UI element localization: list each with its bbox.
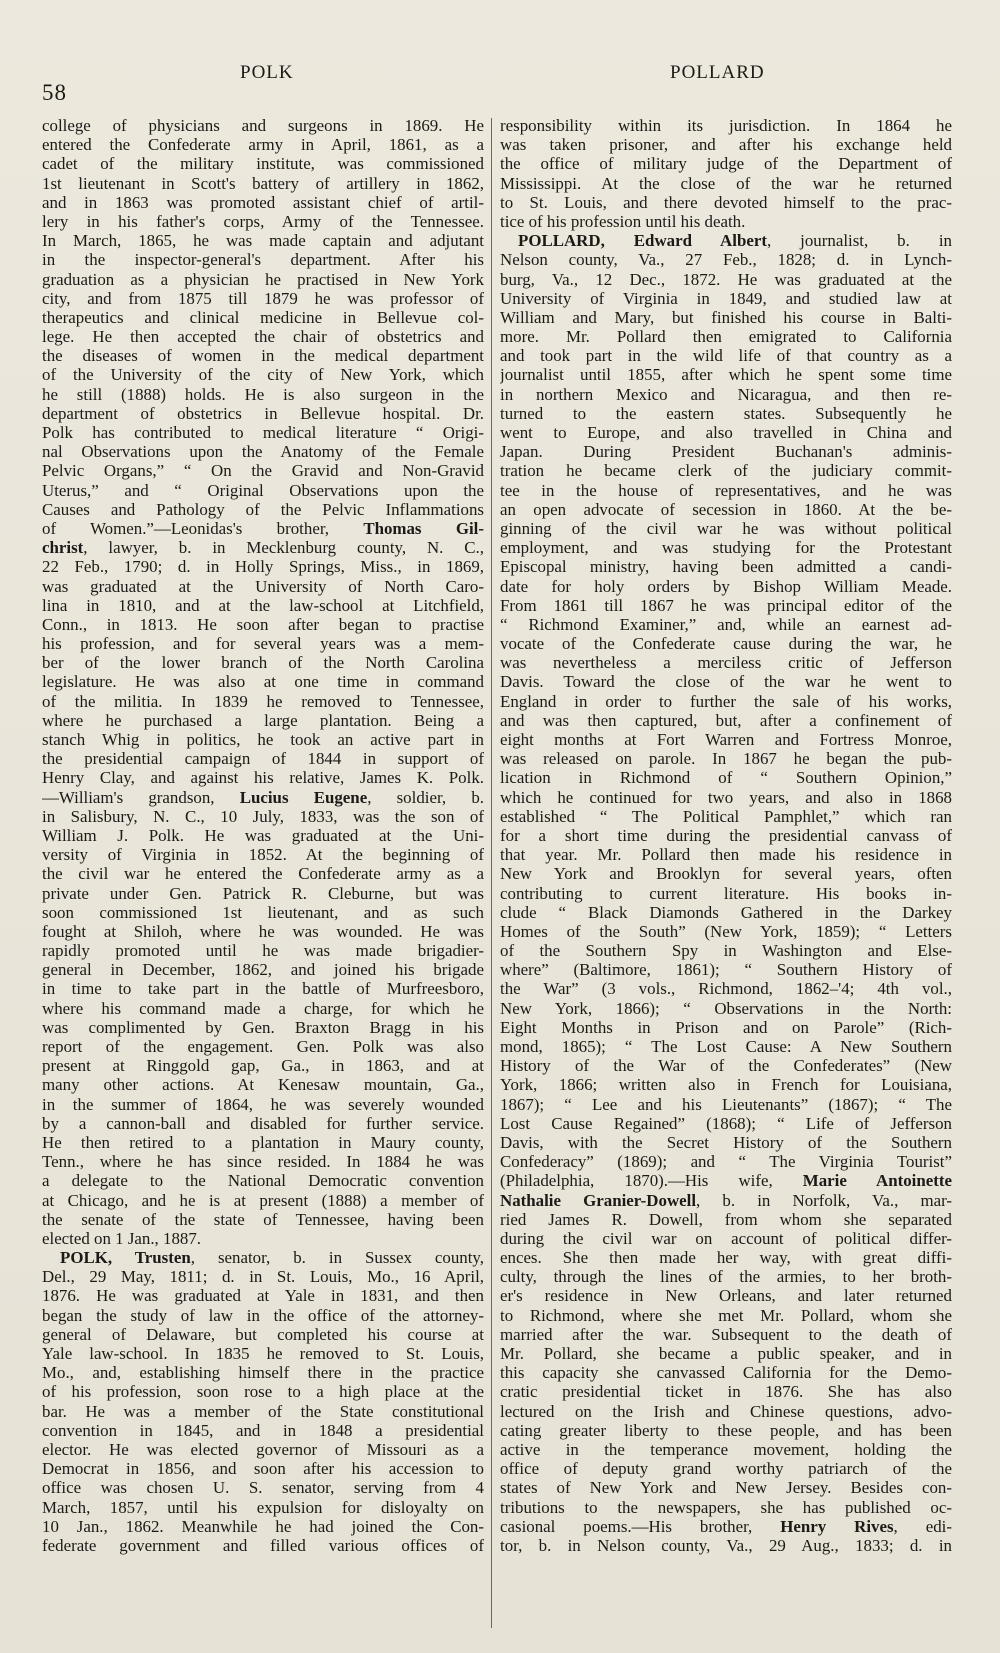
text-line: was released on parole. In 1867 he began the pub- — [500, 749, 952, 769]
text-line: he still (1888) holds. He is also surgeon in the — [42, 384, 484, 404]
running-head-left: POLK — [240, 62, 294, 83]
text-line: to Richmond, where she met Mr. Pollard, whom she — [500, 1305, 952, 1325]
text-line: more. Mr. Pollard then emigrated to California — [500, 327, 952, 347]
column-divider — [491, 118, 492, 1628]
text-line: Mississippi. At the close of the war he returned — [500, 173, 952, 193]
text-line: (Philadelphia, 1870).—His wife, Marie Antoinette — [500, 1171, 952, 1191]
text-line: Lost Cause Regained” (1868); “ Life of Jefferson — [500, 1113, 952, 1133]
text-line: office was chosen U. S. senator, serving from 4 — [42, 1478, 484, 1498]
text-line: 1st lieutenant in Scott's battery of artillery in 1862, — [42, 173, 484, 193]
text-line: Polk has contributed to medical literature “ Origi- — [42, 423, 484, 442]
text-line: Eight Months in Prison and on Parole” (Rich- — [500, 1017, 952, 1037]
text-line: New York, 1866); “ Observations in the North: — [500, 998, 952, 1018]
text-line: lery in his father's corps, Army of the Tennessee. — [42, 211, 484, 231]
text-line: Yale law-school. In 1835 he removed to St. Louis, — [42, 1344, 484, 1363]
text-line: POLLARD, Edward Albert, journalist, b. in — [518, 231, 952, 251]
text-line: 22 Feb., 1790; d. in Holly Springs, Miss., in 1869, — [42, 557, 484, 577]
text-line: established “ The Political Pamphlet,” which ran — [500, 806, 952, 826]
text-line: graduation as a physician he practised in New York — [42, 269, 484, 289]
text-line: ber of the lower branch of the North Carolina — [42, 653, 484, 673]
text-line: stanch Whig in politics, he took an active part in — [42, 730, 484, 749]
text-line: Japan. During President Buchanan's adminis- — [500, 442, 952, 462]
text-line: culty, through the lines of the armies, to her broth- — [500, 1267, 952, 1287]
text-line: eight months at Fort Warren and Fortress Monroe, — [500, 730, 952, 749]
text-line: cating greater liberty to these people, and has been — [500, 1420, 952, 1440]
text-line: Davis, with the Secret History of the Southern — [500, 1132, 952, 1152]
text-line: many other actions. At Kenesaw mountain, Ga., — [42, 1075, 484, 1095]
entry-name: Nathalie Granier-Dowell — [500, 1190, 697, 1210]
text-line: Mr. Pollard, she became a public speaker, and in — [500, 1344, 952, 1363]
right-column — [500, 116, 952, 1631]
text-line: and in 1863 was promoted assistant chief of artil- — [42, 192, 484, 212]
text-line: and took part in the wild life of that country as a — [500, 346, 952, 366]
text-line: bar. He was a member of the State constitutional — [42, 1401, 484, 1421]
text-line: began the study of law in the office of the attorney- — [42, 1305, 484, 1325]
text-line: that year. Mr. Pollard then made his residence in — [500, 845, 952, 865]
text-line: active in the temperance movement, holding the — [500, 1439, 952, 1459]
text-line: legislature. He was also at one time in command — [42, 672, 484, 692]
text-line: christ, lawyer, b. in Mecklenburg county, N. C., — [42, 538, 484, 558]
text-line: was graduated at the University of North Caro- — [42, 576, 484, 596]
text-line: his profession, and for several years was a mem- — [42, 634, 484, 654]
text-line: employment, and was studying for the Protestant — [500, 538, 952, 558]
text-line: History of the War of the Confederates” (New — [500, 1056, 952, 1076]
text-line: Pelvic Organs,” “ On the Gravid and Non-Gravid — [42, 461, 484, 481]
text-line: report of the engagement. Gen. Polk was also — [42, 1037, 484, 1056]
text-line: date for holy orders by Bishop William Meade. — [500, 576, 952, 596]
text-line: cratic presidential ticket in 1876. She has also — [500, 1382, 952, 1402]
text-line: during the civil war on account of political differ- — [500, 1228, 952, 1248]
text-line: of the University of the city of New York, which — [42, 365, 484, 385]
text-line: general in December, 1862, and joined his brigade — [42, 960, 484, 980]
text-line: present at Ringgold gap, Ga., in 1863, and at — [42, 1056, 484, 1076]
text-line: Nelson county, Va., 27 Feb., 1828; d. in Lynch- — [500, 250, 952, 270]
text-line: was taken prisoner, and after his exchange held — [500, 135, 952, 155]
text-line: for a short time during the presidential canvass of — [500, 825, 952, 845]
text-line: states of New York and New Jersey. Besides con- — [500, 1478, 952, 1498]
text-line: William J. Polk. He was graduated at the Uni- — [42, 825, 484, 845]
text-line: lectured on the Irish and Chinese questions, advo- — [500, 1401, 952, 1421]
left-column — [42, 116, 484, 1631]
text-line: Conn., in 1813. He soon after began to practise — [42, 614, 484, 634]
text-line: turned to the eastern states. Subsequently he — [500, 403, 952, 423]
entry-name: christ — [42, 538, 84, 558]
text-line: at Chicago, and he is at present (1888) a member of — [42, 1190, 484, 1210]
text-line: versity of Virginia in 1852. At the beginning of — [42, 845, 484, 865]
text-line: ginning of the civil war he was without political — [500, 518, 952, 538]
text-line: lina in 1810, and at the law-school at Litchfield, — [42, 595, 484, 615]
text-line: the presidential campaign of 1844 in support of — [42, 749, 484, 769]
text-line: Causes and Pathology of the Pelvic Inflammations — [42, 499, 484, 519]
text-line: tributions to the newspapers, she has published oc- — [500, 1497, 952, 1517]
text-line: of the Southern Spy in Washington and Else- — [500, 941, 952, 961]
running-head-right: POLLARD — [670, 62, 765, 83]
text-line: in northern Mexico and Nicaragua, and then re- — [500, 384, 952, 404]
text-line: Uterus,” and “ Original Observations upon the — [42, 480, 484, 500]
entry-name: POLK, Trusten — [60, 1248, 191, 1268]
entry-name: Marie Antoinette — [802, 1171, 952, 1191]
text-line: burg, Va., 12 Dec., 1872. He was graduated at the — [500, 269, 952, 289]
text-line: Del., 29 May, 1811; d. in St. Louis, Mo., 16 April, — [42, 1267, 484, 1287]
text-line: York, 1866; written also in French for Louisiana, — [500, 1075, 952, 1095]
text-line: lege. He then accepted the chair of obstetrics and — [42, 327, 484, 347]
text-line: tee in the house of representatives, and he was — [500, 480, 952, 500]
text-line: entered the Confederate army in April, 1861, as a — [42, 135, 484, 155]
text-line: Democrat in 1856, and soon after his accession to — [42, 1459, 484, 1479]
text-line: 10 Jan., 1862. Meanwhile he had joined the Con- — [42, 1516, 484, 1536]
text-line: city, and from 1875 till 1879 he was professor of — [42, 288, 484, 308]
text-line: Nathalie Granier-Dowell, b. in Norfolk, Va., mar- — [500, 1190, 952, 1210]
text-line: 1876. He was graduated at Yale in 1831, and then — [42, 1286, 484, 1306]
text-line: ences. She then made her way, with great diffi- — [500, 1248, 952, 1268]
text-line: to St. Louis, and there devoted himself to the prac- — [500, 192, 952, 212]
text-line: tice of his profession until his death. — [500, 211, 746, 231]
text-line: responsibility within its jurisdiction. In 1864 he — [500, 116, 952, 135]
text-line: “ Richmond Examiner,” and, while an earnest ad- — [500, 614, 952, 634]
text-line: elector. He was elected governor of Missouri as a — [42, 1439, 484, 1459]
text-line: contributing to current literature. His books in- — [500, 883, 952, 903]
text-line: journalist until 1855, after which he spent some time — [500, 365, 952, 385]
text-line: rapidly promoted until he was made brigadier- — [42, 941, 484, 961]
entry-name: Henry Rives — [780, 1516, 894, 1536]
text-line: vocate of the Confederate cause during the war, he — [500, 634, 952, 654]
text-line: and was then captured, but, after a confinement of — [500, 710, 952, 730]
page-number: 58 — [42, 80, 67, 105]
text-line: New York and Brooklyn for several years, often — [500, 864, 952, 884]
text-line: of Women.”—Leonidas's brother, Thomas Gil- — [42, 518, 484, 538]
text-line: the senate of the state of Tennessee, having been — [42, 1209, 484, 1229]
text-line: March, 1857, until his expulsion for disloyalty on — [42, 1497, 484, 1517]
text-line: of the militia. In 1839 he removed to Tennessee, — [42, 691, 484, 711]
text-line: the civil war he entered the Confederate army as a — [42, 864, 484, 884]
text-line: married after the war. Subsequent to the death of — [500, 1324, 952, 1344]
text-line: in time to take part in the battle of Murfreesboro, — [42, 979, 484, 999]
text-line: was complimented by Gen. Braxton Bragg in his — [42, 1017, 484, 1037]
text-line: in Salisbury, N. C., 10 July, 1833, was the son of — [42, 806, 484, 826]
text-line: clude “ Black Diamonds Gathered in the Darkey — [500, 902, 952, 922]
text-line: the diseases of women in the medical department — [42, 346, 484, 366]
entry-name: Lucius Eugene — [239, 787, 368, 807]
text-line: casional poems.—His brother, Henry Rives, edi- — [500, 1516, 952, 1536]
text-line: was nevertheless a merciless critic of Jefferson — [500, 653, 952, 673]
text-line: by a cannon-ball and disabled for further service. — [42, 1113, 484, 1133]
text-line: POLK, Trusten, senator, b. in Sussex county, — [60, 1248, 484, 1268]
text-line: soon commissioned 1st lieutenant, and as such — [42, 902, 484, 922]
entry-name: POLLARD, Edward Albert — [518, 231, 767, 251]
text-line: In March, 1865, he was made captain and adjutant — [42, 231, 484, 251]
text-line: went to Europe, and also travelled in China and — [500, 423, 952, 442]
text-line: therapeutics and clinical medicine in Bellevue col- — [42, 307, 484, 327]
text-line: this capacity she canvassed California for the Demo- — [500, 1363, 952, 1383]
text-line: of his profession, soon rose to a high place at the — [42, 1382, 484, 1402]
entry-name: Thomas Gil- — [363, 518, 484, 538]
text-line: in the inspector-general's department. After his — [42, 250, 484, 270]
text-line: a delegate to the National Democratic convention — [42, 1171, 484, 1191]
text-line: general of Delaware, but completed his course at — [42, 1324, 484, 1344]
text-line: private under Gen. Patrick R. Cleburne, but was — [42, 883, 484, 903]
text-line: fought at Shiloh, where he was wounded. He was — [42, 921, 484, 941]
text-line: Davis. Toward the close of the war he went to — [500, 672, 952, 692]
text-line: mond, 1865); “ The Lost Cause: A New Southern — [500, 1037, 952, 1056]
text-line: tor, b. in Nelson county, Va., 29 Aug., 1833; d. in — [500, 1535, 952, 1555]
page-header — [0, 62, 1000, 105]
text-line: the office of military judge of the Department of — [500, 154, 952, 174]
text-line: elected on 1 Jan., 1887. — [42, 1228, 202, 1248]
text-line: where” (Baltimore, 1861); “ Southern History of — [500, 960, 952, 980]
text-line: er's residence in New Orleans, and later returned — [500, 1286, 952, 1306]
text-line: William and Mary, but finished his course in Balti- — [500, 307, 952, 327]
text-line: —William's grandson, Lucius Eugene, soldier, b. — [42, 787, 484, 807]
text-line: the War” (3 vols., Richmond, 1862–'4; 4th vol., — [500, 979, 952, 999]
text-line: Homes of the South” (New York, 1859); “ Letters — [500, 921, 952, 941]
text-line: department of obstetrics in Bellevue hospital. Dr. — [42, 403, 484, 423]
text-line: convention in 1845, and in 1848 a presidential — [42, 1420, 484, 1440]
text-line: which he continued for two years, and also in 1868 — [500, 787, 952, 807]
text-line: nal Observations upon the Anatomy of the Female — [42, 442, 484, 462]
text-line: where his command made a charge, for which he — [42, 998, 484, 1018]
text-line: Tenn., where he has since resided. In 1884 he was — [42, 1152, 484, 1172]
text-line: an open advocate of secession in 1860. At the be- — [500, 499, 952, 519]
text-line: Confederacy” (1869); and “ The Virginia Tourist” — [500, 1152, 952, 1172]
text-line: Mo., and, establishing himself there in the practice — [42, 1363, 484, 1383]
text-line: Episcopal ministry, having been admitted a candi- — [500, 557, 952, 577]
text-line: ried James R. Dowell, from whom she separated — [500, 1209, 952, 1229]
text-line: 1867); “ Lee and his Lieutenants” (1867); “ The — [500, 1094, 952, 1114]
text-line: where he purchased a large plantation. Being a — [42, 710, 484, 730]
text-line: federate government and filled various offices of — [42, 1535, 484, 1555]
text-line: lication in Richmond of “ Southern Opinion,” — [500, 768, 952, 788]
text-line: cadet of the military institute, was commissioned — [42, 154, 484, 174]
text-line: Henry Clay, and against his relative, James K. Polk. — [42, 768, 484, 788]
text-line: in the summer of 1864, he was severely wounded — [42, 1094, 484, 1114]
text-line: University of Virginia in 1849, and studied law at — [500, 288, 952, 308]
text-line: England in order to further the sale of his works, — [500, 691, 952, 711]
text-line: college of physicians and surgeons in 1869. He — [42, 116, 484, 135]
text-line: From 1861 till 1867 he was principal editor of the — [500, 595, 952, 615]
text-line: office of deputy grand worthy patriarch of the — [500, 1459, 952, 1479]
text-line: tration he became clerk of the judiciary commit- — [500, 461, 952, 481]
text-line: He then retired to a plantation in Maury county, — [42, 1132, 484, 1152]
